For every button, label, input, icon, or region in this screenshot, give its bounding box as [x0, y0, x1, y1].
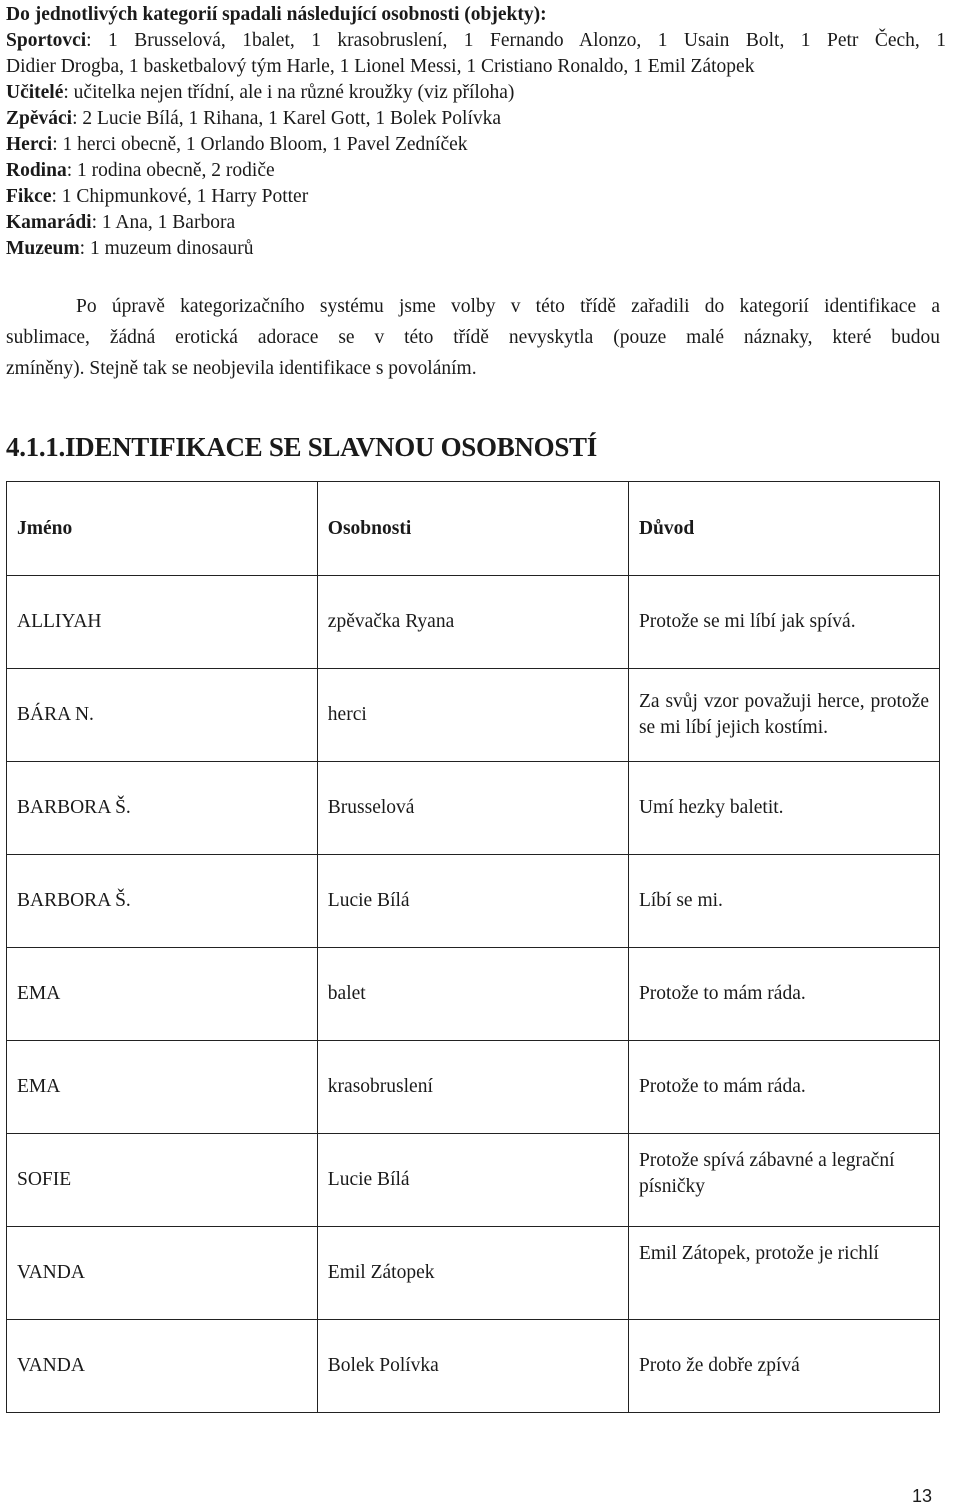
category-text: : učitelka nejen třídní, ale i na různé kroužky (viz příloha)	[63, 82, 515, 103]
paragraph-line: Po úpravě kategorizačního systému jsme volby v této třídě zařadili do kategorií identifikace a	[76, 296, 940, 317]
header-personality: Osobnosti	[317, 482, 628, 576]
cell-personality: herci	[317, 669, 628, 762]
cell-reason: Protože to mám ráda.	[628, 948, 939, 1041]
category-line	[6, 158, 946, 184]
cell-personality: Brusselová	[317, 762, 628, 855]
category-line	[6, 28, 946, 54]
cell-personality: Lucie Bílá	[317, 1134, 628, 1227]
category-line	[6, 132, 946, 158]
cell-reason: Umí hezky baletit.	[628, 762, 939, 855]
category-label: Zpěváci	[6, 108, 73, 129]
table-row	[7, 1134, 940, 1227]
category-text: : 1 herci obecně, 1 Orlando Bloom, 1 Pavel Zedníček	[52, 134, 468, 155]
cell-personality: Bolek Polívka	[317, 1320, 628, 1413]
category-text: : 2 Lucie Bílá, 1 Rihana, 1 Karel Gott, 1 Bolek Polívka	[72, 108, 502, 129]
table-header-row	[7, 482, 940, 576]
category-text: : 1 Brusselová, 1balet, 1 krasobruslení, 1 Fernando Alonzo, 1 Usain Bolt, 1 Petr Čech, 1	[86, 30, 946, 51]
table-row	[7, 576, 940, 669]
cell-name: BÁRA N.	[7, 669, 318, 762]
category-text: Didier Drogba, 1 basketbalový tým Harle, 1 Lionel Messi, 1 Cristiano Ronaldo, 1 Emil Zátopek	[6, 56, 755, 77]
cell-name: SOFIE	[7, 1134, 318, 1227]
category-label: Herci	[6, 134, 53, 155]
cell-reason: Za svůj vzor považuji herce, protože se mi líbí jejich kostími.	[628, 669, 939, 762]
identification-table	[6, 481, 940, 1413]
cell-reason: Líbí se mi.	[628, 855, 939, 948]
category-list	[6, 2, 946, 262]
cell-personality: zpěvačka Ryana	[317, 576, 628, 669]
category-line	[6, 184, 946, 210]
table-row	[7, 762, 940, 855]
cell-reason: Protože to mám ráda.	[628, 1041, 939, 1134]
cell-name: BARBORA Š.	[7, 855, 318, 948]
table-row	[7, 1227, 940, 1320]
cell-name: EMA	[7, 1041, 318, 1134]
category-line	[6, 80, 946, 106]
header-reason: Důvod	[628, 482, 939, 576]
cell-name: BARBORA Š.	[7, 762, 318, 855]
category-heading: Do jednotlivých kategorií spadali následující osobnosti (objekty):	[6, 4, 547, 25]
cell-reason: Emil Zátopek, protože je richlí	[628, 1227, 939, 1320]
category-text: : 1 rodina obecně, 2 rodiče	[66, 160, 275, 181]
table-row	[7, 855, 940, 948]
category-line	[6, 236, 946, 262]
cell-name: ALLIYAH	[7, 576, 318, 669]
category-text: : 1 muzeum dinosaurů	[79, 238, 254, 259]
cell-name: EMA	[7, 948, 318, 1041]
cell-personality: Emil Zátopek	[317, 1227, 628, 1320]
cell-reason: Protože spívá zábavné a legrační písničky	[628, 1134, 939, 1227]
header-name: Jméno	[7, 482, 318, 576]
cell-personality: balet	[317, 948, 628, 1041]
paragraph-line: sublimace, žádná erotická adorace se v této třídě nevyskytla (pouze malé náznaky, které budou	[6, 327, 940, 348]
category-label: Kamarádi	[6, 212, 92, 233]
body-paragraph	[6, 291, 940, 384]
category-text: : 1 Chipmunkové, 1 Harry Potter	[51, 186, 309, 207]
category-line	[6, 54, 946, 80]
cell-personality: krasobruslení	[317, 1041, 628, 1134]
table-row	[7, 669, 940, 762]
page-number: 13	[912, 1486, 933, 1506]
cell-reason: Proto že dobře zpívá	[628, 1320, 939, 1413]
paragraph-line: zmíněny). Stejně tak se neobjevila identifikace s povoláním.	[6, 358, 477, 379]
section-title: 4.1.1.IDENTIFIKACE SE SLAVNOU OSOBNOSTÍ	[6, 432, 597, 462]
category-label: Rodina	[6, 160, 67, 181]
category-label: Fikce	[6, 186, 52, 207]
category-line	[6, 210, 946, 236]
table-row	[7, 1320, 940, 1413]
cell-name: VANDA	[7, 1320, 318, 1413]
table-row	[7, 948, 940, 1041]
category-label: Sportovci	[6, 30, 87, 51]
category-label: Muzeum	[6, 238, 80, 259]
cell-reason: Protože se mi líbí jak spívá.	[628, 576, 939, 669]
category-text: : 1 Ana, 1 Barbora	[91, 212, 236, 233]
table-row	[7, 1041, 940, 1134]
cell-name: VANDA	[7, 1227, 318, 1320]
category-label: Učitelé	[6, 82, 64, 103]
cell-personality: Lucie Bílá	[317, 855, 628, 948]
category-line	[6, 106, 946, 132]
